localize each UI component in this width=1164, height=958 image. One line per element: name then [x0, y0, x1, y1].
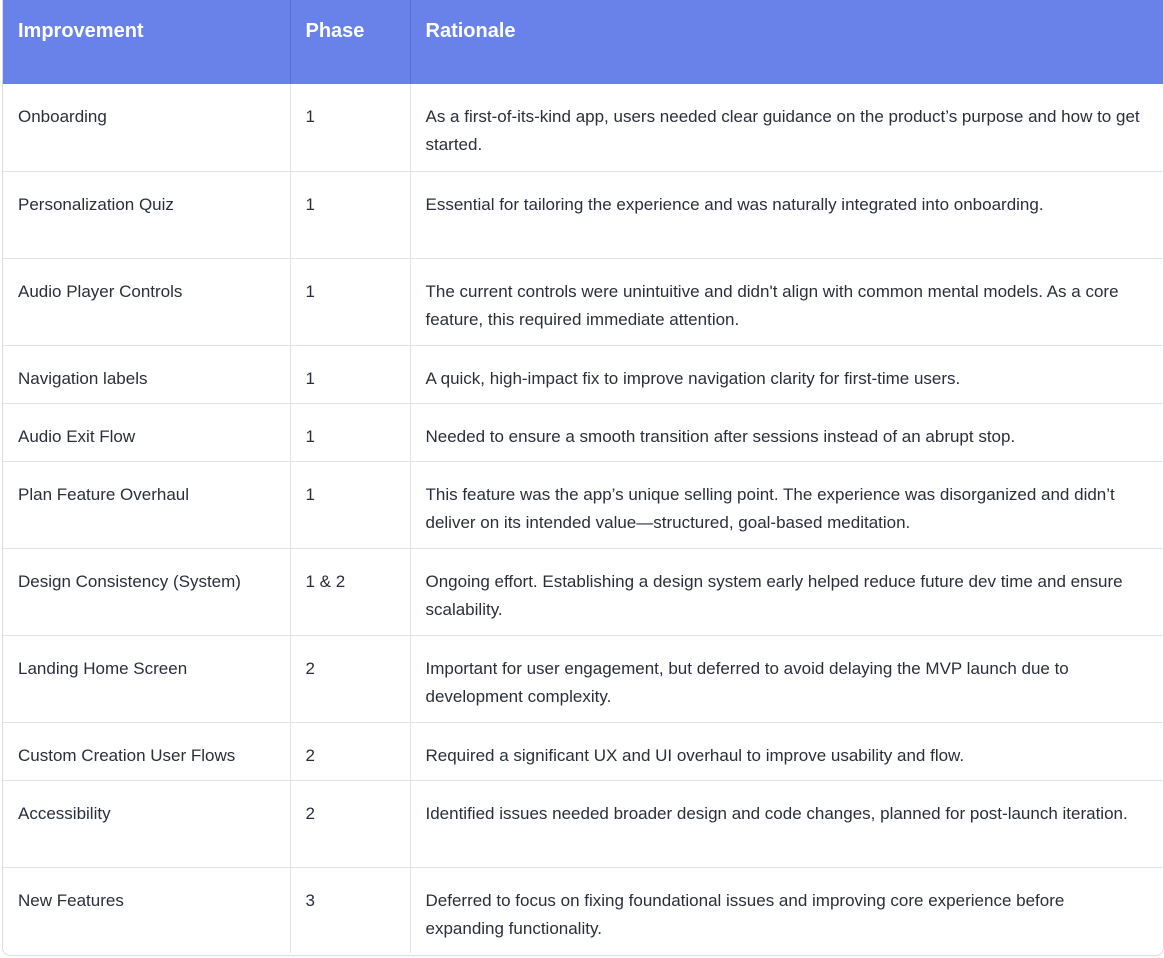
cell-phase: 2: [290, 635, 410, 722]
cell-phase: 1 & 2: [290, 548, 410, 635]
cell-phase: 1: [290, 403, 410, 461]
improvements-table: [3, 0, 1163, 953]
table-header-row: [3, 0, 1163, 84]
table-row: [3, 84, 1163, 171]
cell-improvement: Plan Feature Overhaul: [3, 461, 290, 548]
table-row: [3, 867, 1163, 953]
cell-improvement: Onboarding: [3, 84, 290, 171]
cell-rationale: Required a significant UX and UI overhaul to improve usability and flow.: [410, 722, 1163, 780]
header-improvement: Improvement: [3, 0, 290, 84]
cell-rationale: Needed to ensure a smooth transition after sessions instead of an abrupt stop.: [410, 403, 1163, 461]
table-row: [3, 345, 1163, 403]
cell-phase: 1: [290, 345, 410, 403]
table-row: [3, 635, 1163, 722]
cell-improvement: Audio Player Controls: [3, 258, 290, 345]
table-row: [3, 403, 1163, 461]
cell-improvement: Navigation labels: [3, 345, 290, 403]
cell-rationale: Deferred to focus on fixing foundational issues and improving core experience before expanding functionality.: [425, 890, 1065, 938]
table-row: [3, 722, 1163, 780]
table-row: [3, 258, 1163, 345]
cell-phase: 2: [290, 722, 410, 780]
cell-rationale: Identified issues needed broader design and code changes, planned for post-launch iteration.: [410, 780, 1163, 867]
cell-phase: 1: [290, 258, 410, 345]
cell-improvement: Accessibility: [3, 780, 290, 867]
cell-improvement: Custom Creation User Flows: [3, 722, 290, 780]
cell-rationale: A quick, high-impact fix to improve navigation clarity for first-time users.: [410, 345, 1163, 403]
cell-rationale: Ongoing effort. Establishing a design system early helped reduce future dev time and ensure scalability.: [410, 548, 1163, 635]
cell-improvement: Design Consistency (System): [3, 548, 290, 635]
table-row: [3, 461, 1163, 548]
cell-rationale: Important for user engagement, but deferred to avoid delaying the MVP launch due to development complexity.: [410, 635, 1163, 722]
table-row: [3, 548, 1163, 635]
cell-improvement: Landing Home Screen: [3, 635, 290, 722]
cell-rationale: The current controls were unintuitive and didn't align with common mental models. As a core feature, this required immediate attention.: [410, 258, 1163, 345]
cell-rationale: As a first-of-its-kind app, users needed clear guidance on the product’s purpose and how to get started.: [410, 84, 1163, 171]
table-row: [3, 780, 1163, 867]
cell-phase: 1: [290, 171, 410, 258]
cell-improvement: Personalization Quiz: [3, 171, 290, 258]
cell-improvement: New Features: [3, 867, 290, 953]
cell-rationale: Essential for tailoring the experience and was naturally integrated into onboarding.: [410, 171, 1163, 258]
improvements-table-container: [2, 0, 1164, 956]
cell-phase: 1: [290, 461, 410, 548]
header-rationale: Rationale: [410, 0, 1163, 84]
cell-improvement: Audio Exit Flow: [3, 403, 290, 461]
cell-phase: 2: [290, 780, 410, 867]
cell-phase: 3: [290, 867, 410, 953]
header-phase: Phase: [290, 0, 410, 84]
cell-rationale: This feature was the app’s unique selling point. The experience was disorganized and didn’t deliver on its intended value—structured, goal-based meditation.: [410, 461, 1163, 548]
table-row: [3, 171, 1163, 258]
cell-phase: 1: [290, 84, 410, 171]
